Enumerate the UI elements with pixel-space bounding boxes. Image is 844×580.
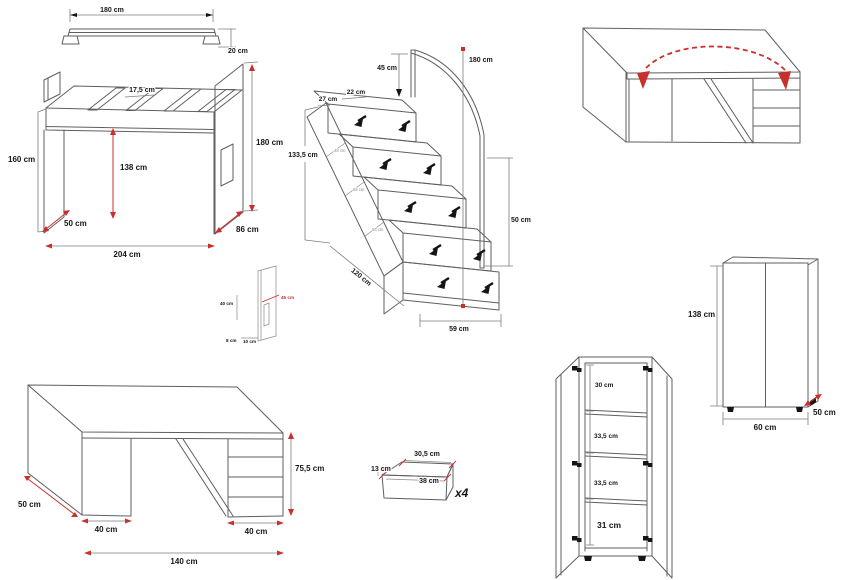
wardrobe-height-label: 138 cm <box>688 310 716 319</box>
stringer-label-0: 48 cm <box>334 148 346 153</box>
bed-guard-rail-drawing <box>62 7 248 55</box>
stairs-width-label: 59 cm <box>449 326 469 333</box>
desk-drawing <box>18 385 324 566</box>
panel-diagonal-label: 45 cm <box>281 295 295 300</box>
stringer-label-1: 56 cm <box>353 187 365 192</box>
stairs-steps <box>314 91 491 271</box>
bookcase-section-3-label: 33,5 cm <box>594 480 618 487</box>
bed-height-left-label: 160 cm <box>8 155 36 164</box>
wardrobe-width-label: 60 cm <box>753 423 777 432</box>
desk-length-label: 140 cm <box>170 557 198 566</box>
stairs-base <box>384 262 499 314</box>
stairs-tread-label: 22 cm <box>346 89 366 96</box>
desk-depth-label: 50 cm <box>18 500 41 509</box>
desk-left-width-label: 40 cm <box>94 525 118 534</box>
bed-height-right-label: 180 cm <box>256 138 284 147</box>
desk-right-width-label: 40 cm <box>244 527 268 536</box>
bookcase-section-4-label: 31 cm <box>597 520 622 530</box>
drawer-unit-drawing <box>371 451 469 500</box>
desk-height-label: 75,5 cm <box>295 464 325 473</box>
stairs-stringer <box>307 103 403 276</box>
stairs-height-right-label: 180 cm <box>469 57 493 64</box>
wardrobe-depth-label: 50 cm <box>813 408 836 417</box>
rail-height-label: 20 cm <box>228 48 248 55</box>
stairs-riser-label: 27 cm <box>318 96 338 103</box>
stairs-slope-label: 120 cm <box>349 267 373 288</box>
rail-width-label: 180 cm <box>100 7 124 14</box>
stringer-label-2: 56 cm <box>372 227 384 232</box>
drawer-top-width-label: 30,5 cm <box>414 451 440 458</box>
stairs-drawing <box>288 47 531 333</box>
drawer-height-label: 13 cm <box>371 466 391 473</box>
bookcase-section-2-label: 33,5 cm <box>594 433 618 440</box>
bookcase-section-1-label: 30 cm <box>595 382 614 389</box>
bed-slat-gap-label: 17,5 cm <box>129 87 155 94</box>
bed-length-label: 204 cm <box>113 250 141 259</box>
panel-bottom-b-label: 10 cm <box>243 339 257 344</box>
drawer-front-width-label: 38 cm <box>419 478 439 485</box>
bed-depth-front-label: 50 cm <box>64 219 87 228</box>
reversible-desk-drawing <box>583 28 800 143</box>
bed-depth-right-label: 86 cm <box>236 225 259 234</box>
wardrobe-drawing <box>688 257 836 432</box>
stairs-post-label: 45 cm <box>377 65 397 72</box>
panel-height-label: 40 cm <box>220 301 234 306</box>
loft-bed-drawing <box>8 62 283 259</box>
bed-inner-height-label: 138 cm <box>120 163 148 172</box>
stairs-height-left-label: 133,5 cm <box>288 152 318 159</box>
drawer-qty-label: x4 <box>455 486 469 500</box>
panel-bottom-a-label: 8 cm <box>226 338 237 343</box>
bookcase-drawing <box>556 357 672 578</box>
stairs-rail-label: 50 cm <box>511 217 531 224</box>
narrow-panel-drawing <box>220 266 294 344</box>
